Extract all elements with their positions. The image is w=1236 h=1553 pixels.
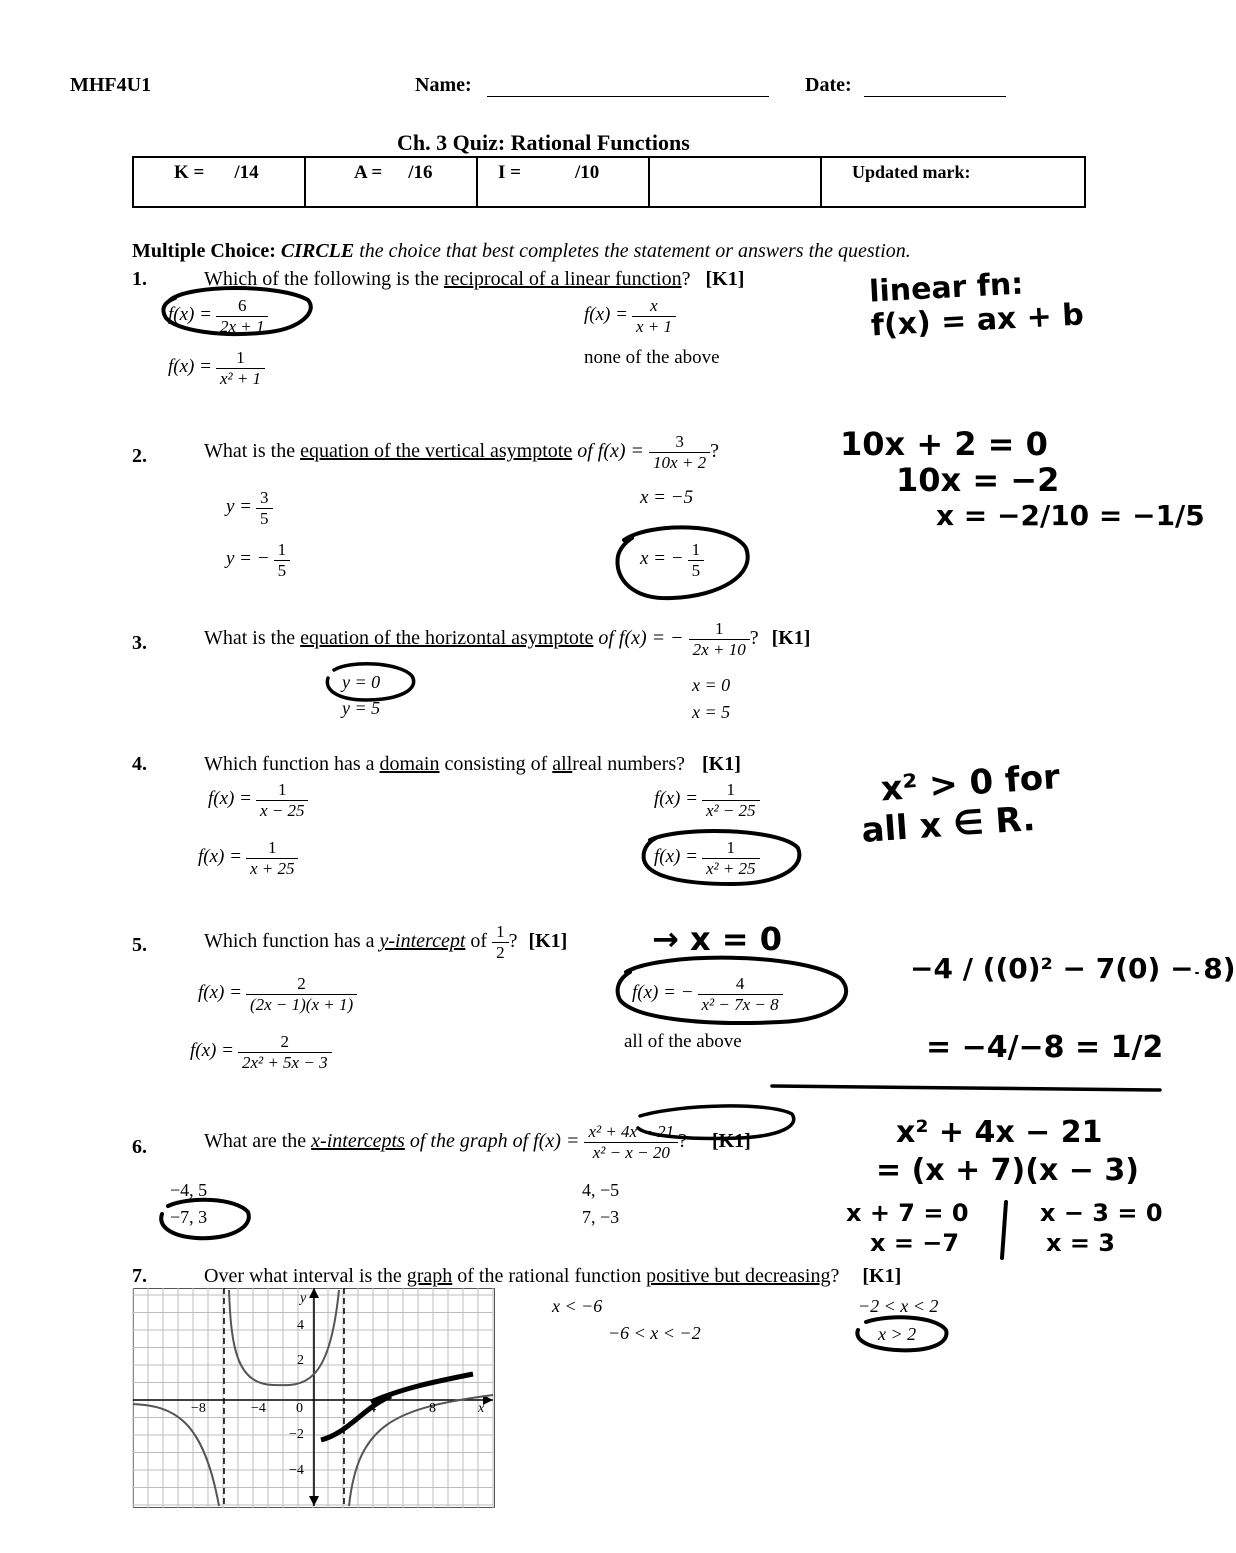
q3-answer-circle (327, 664, 413, 700)
q5-number: 5. (132, 934, 147, 956)
k-cell: K = /14 (133, 157, 305, 207)
q1-handwritten-note: linear fn: f(x) = ax + b (868, 266, 1085, 344)
q4-handwritten-note: x² > 0 for all x ∈ R. (860, 757, 1062, 851)
i-cell: I = /10 (477, 157, 649, 207)
q6-divider-stroke (1002, 1202, 1006, 1258)
q5-option-a[interactable]: f(x) = $\frac{2}{(2x - 1)(x + 1)}$ (198, 974, 357, 1015)
q3-option-c[interactable]: y = 5 (342, 698, 381, 718)
q1-number: 1. (132, 268, 147, 290)
x-tick-neg8: −8 (191, 1401, 206, 1416)
name-label: Name: (415, 74, 472, 96)
q3-option-b[interactable]: x = 0 (692, 675, 731, 695)
q6-stem: What are the x-intercepts of the graph of f(x) = $\frac{\text{x² + 4x − 21}}{\text{x² − x − 20}}$ ? [K1] (204, 1122, 751, 1162)
q1-option-a[interactable]: f(x) = $\frac{6}{2x + 1}$ (168, 296, 268, 337)
q1-option-b[interactable]: f(x) = $\frac{x}{x + 1}$ (584, 296, 676, 337)
q5-handwritten-step: → x = 0 (652, 920, 782, 958)
q7-option-b[interactable]: −2 < x < 2 (858, 1296, 939, 1316)
date-label: Date: (805, 74, 852, 96)
q1-stem: Which of the following is the reciprocal of a linear function? [K1] (204, 268, 745, 290)
q4-option-d[interactable]: f(x) = $\frac{1}{\text{x² + 25}}$ (654, 838, 760, 879)
q4-number: 4. (132, 753, 147, 775)
q6-handwritten-root2: x − 3 = 0 x = 3 (1040, 1199, 1163, 1257)
y-tick-2: 2 (297, 1353, 304, 1368)
x-tick-4: 4 (369, 1401, 376, 1416)
q5-divider-stroke (772, 1086, 1160, 1090)
q5-answer-circle (618, 958, 847, 1023)
updated-mark-cell: Updated mark: (821, 157, 1085, 207)
q5-handwritten-result: = −4/−8 = 1/2 (926, 1030, 1164, 1065)
q5-option-d[interactable]: all of the above (624, 1031, 742, 1052)
q7-number: 7. (132, 1265, 147, 1287)
q6-option-a[interactable]: −4, 5 (170, 1180, 208, 1200)
y-tick-4: 4 (297, 1318, 304, 1333)
q6-handwritten-factor: x² + 4x − 21 = (x + 7)(x − 3) (876, 1115, 1139, 1188)
q2-handwritten-work: 10x + 2 = 0 10x = −2 x = −2/10 = −1/5 (840, 425, 1205, 532)
x-tick-8: 8 (429, 1401, 436, 1416)
q1-answer-circle (163, 288, 310, 334)
q4-option-b[interactable]: f(x) = $\frac{1}{\text{x² − 25}}$ (654, 780, 760, 821)
y-tick-neg2: −2 (289, 1427, 304, 1442)
q7-option-a[interactable]: x < −6 (552, 1296, 603, 1316)
q6-option-b[interactable]: 4, −5 (582, 1180, 620, 1200)
q6-answer-circle (161, 1200, 249, 1238)
q7-answer-circle (857, 1317, 946, 1350)
q4-option-c[interactable]: f(x) = $\frac{1}{x + 25}$ (198, 838, 298, 879)
q2-option-a[interactable]: y = $\frac{3}{5}$ (226, 488, 273, 529)
q2-stem: What is the equation of the vertical asymptote of f(x) = $\frac{3}{10x + 2}$ ? (204, 432, 719, 472)
instructions: Multiple Choice: CIRCLE the choice that best completes the statement or answers the question. (132, 240, 911, 262)
q6-option-c[interactable]: −7, 3 (170, 1207, 208, 1227)
x-axis-label: x (478, 1401, 485, 1416)
q1-option-d[interactable]: none of the above (584, 347, 720, 368)
x-tick-neg4: −4 (251, 1401, 266, 1416)
q6-handwritten-root1: x + 7 = 0 x = −7 (846, 1199, 969, 1257)
q4-option-a[interactable]: f(x) = $\frac{1}{x - 25}$ (208, 780, 308, 821)
q7-stem: Over what interval is the graph of the rational function positive but decreasing? [K1] (204, 1265, 902, 1287)
q2-answer-circle (617, 527, 747, 598)
course-code: MHF4U1 (70, 74, 152, 96)
y-axis-label: y (300, 1291, 307, 1306)
q5-handwritten-sub: −4 / ((0)² − 7(0) − 8) (910, 952, 1236, 985)
q5-stem: Which function has a y-intercept of $\frac{1}{2}$ ? [K1] (204, 922, 568, 962)
q3-option-a[interactable]: y = 0 (342, 672, 381, 692)
y-tick-neg4: −4 (289, 1463, 304, 1478)
q5-option-c[interactable]: f(x) = $\frac{2}{\text{2x² + 5x − 3}}$ (190, 1032, 332, 1073)
q7-option-d[interactable]: x > 2 (878, 1324, 917, 1344)
x-tick-0: 0 (296, 1401, 303, 1416)
q6-expression-circle (638, 1106, 794, 1139)
q3-option-d[interactable]: x = 5 (692, 702, 731, 722)
q1-option-c[interactable]: f(x) = $\frac{1}{\text{x² + 1}}$ (168, 348, 265, 389)
a-cell: A = /16 (305, 157, 477, 207)
q3-stem: What is the equation of the horizontal asymptote of f(x) = − $\frac{1}{2x + 10}$ ? [K1] (204, 619, 811, 659)
page-title: Ch. 3 Quiz: Rational Functions (397, 130, 690, 155)
q4-answer-circle (644, 831, 800, 884)
q3-number: 3. (132, 632, 147, 654)
q2-number: 2. (132, 445, 147, 467)
q2-option-c[interactable]: y = − $\frac{1}{5}$ (226, 540, 290, 581)
q2-option-b[interactable]: x = −5 (640, 487, 694, 508)
q2-option-d[interactable]: x = − $\frac{1}{5}$ (640, 540, 704, 581)
q6-number: 6. (132, 1136, 147, 1158)
q5-option-b[interactable]: f(x) = − $\frac{4}{\text{x² − 7x − 8}}$ (632, 974, 783, 1015)
q4-stem: Which function has a domain consisting of allreal numbers? [K1] (204, 753, 741, 775)
q6-option-d[interactable]: 7, −3 (582, 1207, 620, 1227)
q7-option-c[interactable]: −6 < x < −2 (608, 1323, 701, 1343)
